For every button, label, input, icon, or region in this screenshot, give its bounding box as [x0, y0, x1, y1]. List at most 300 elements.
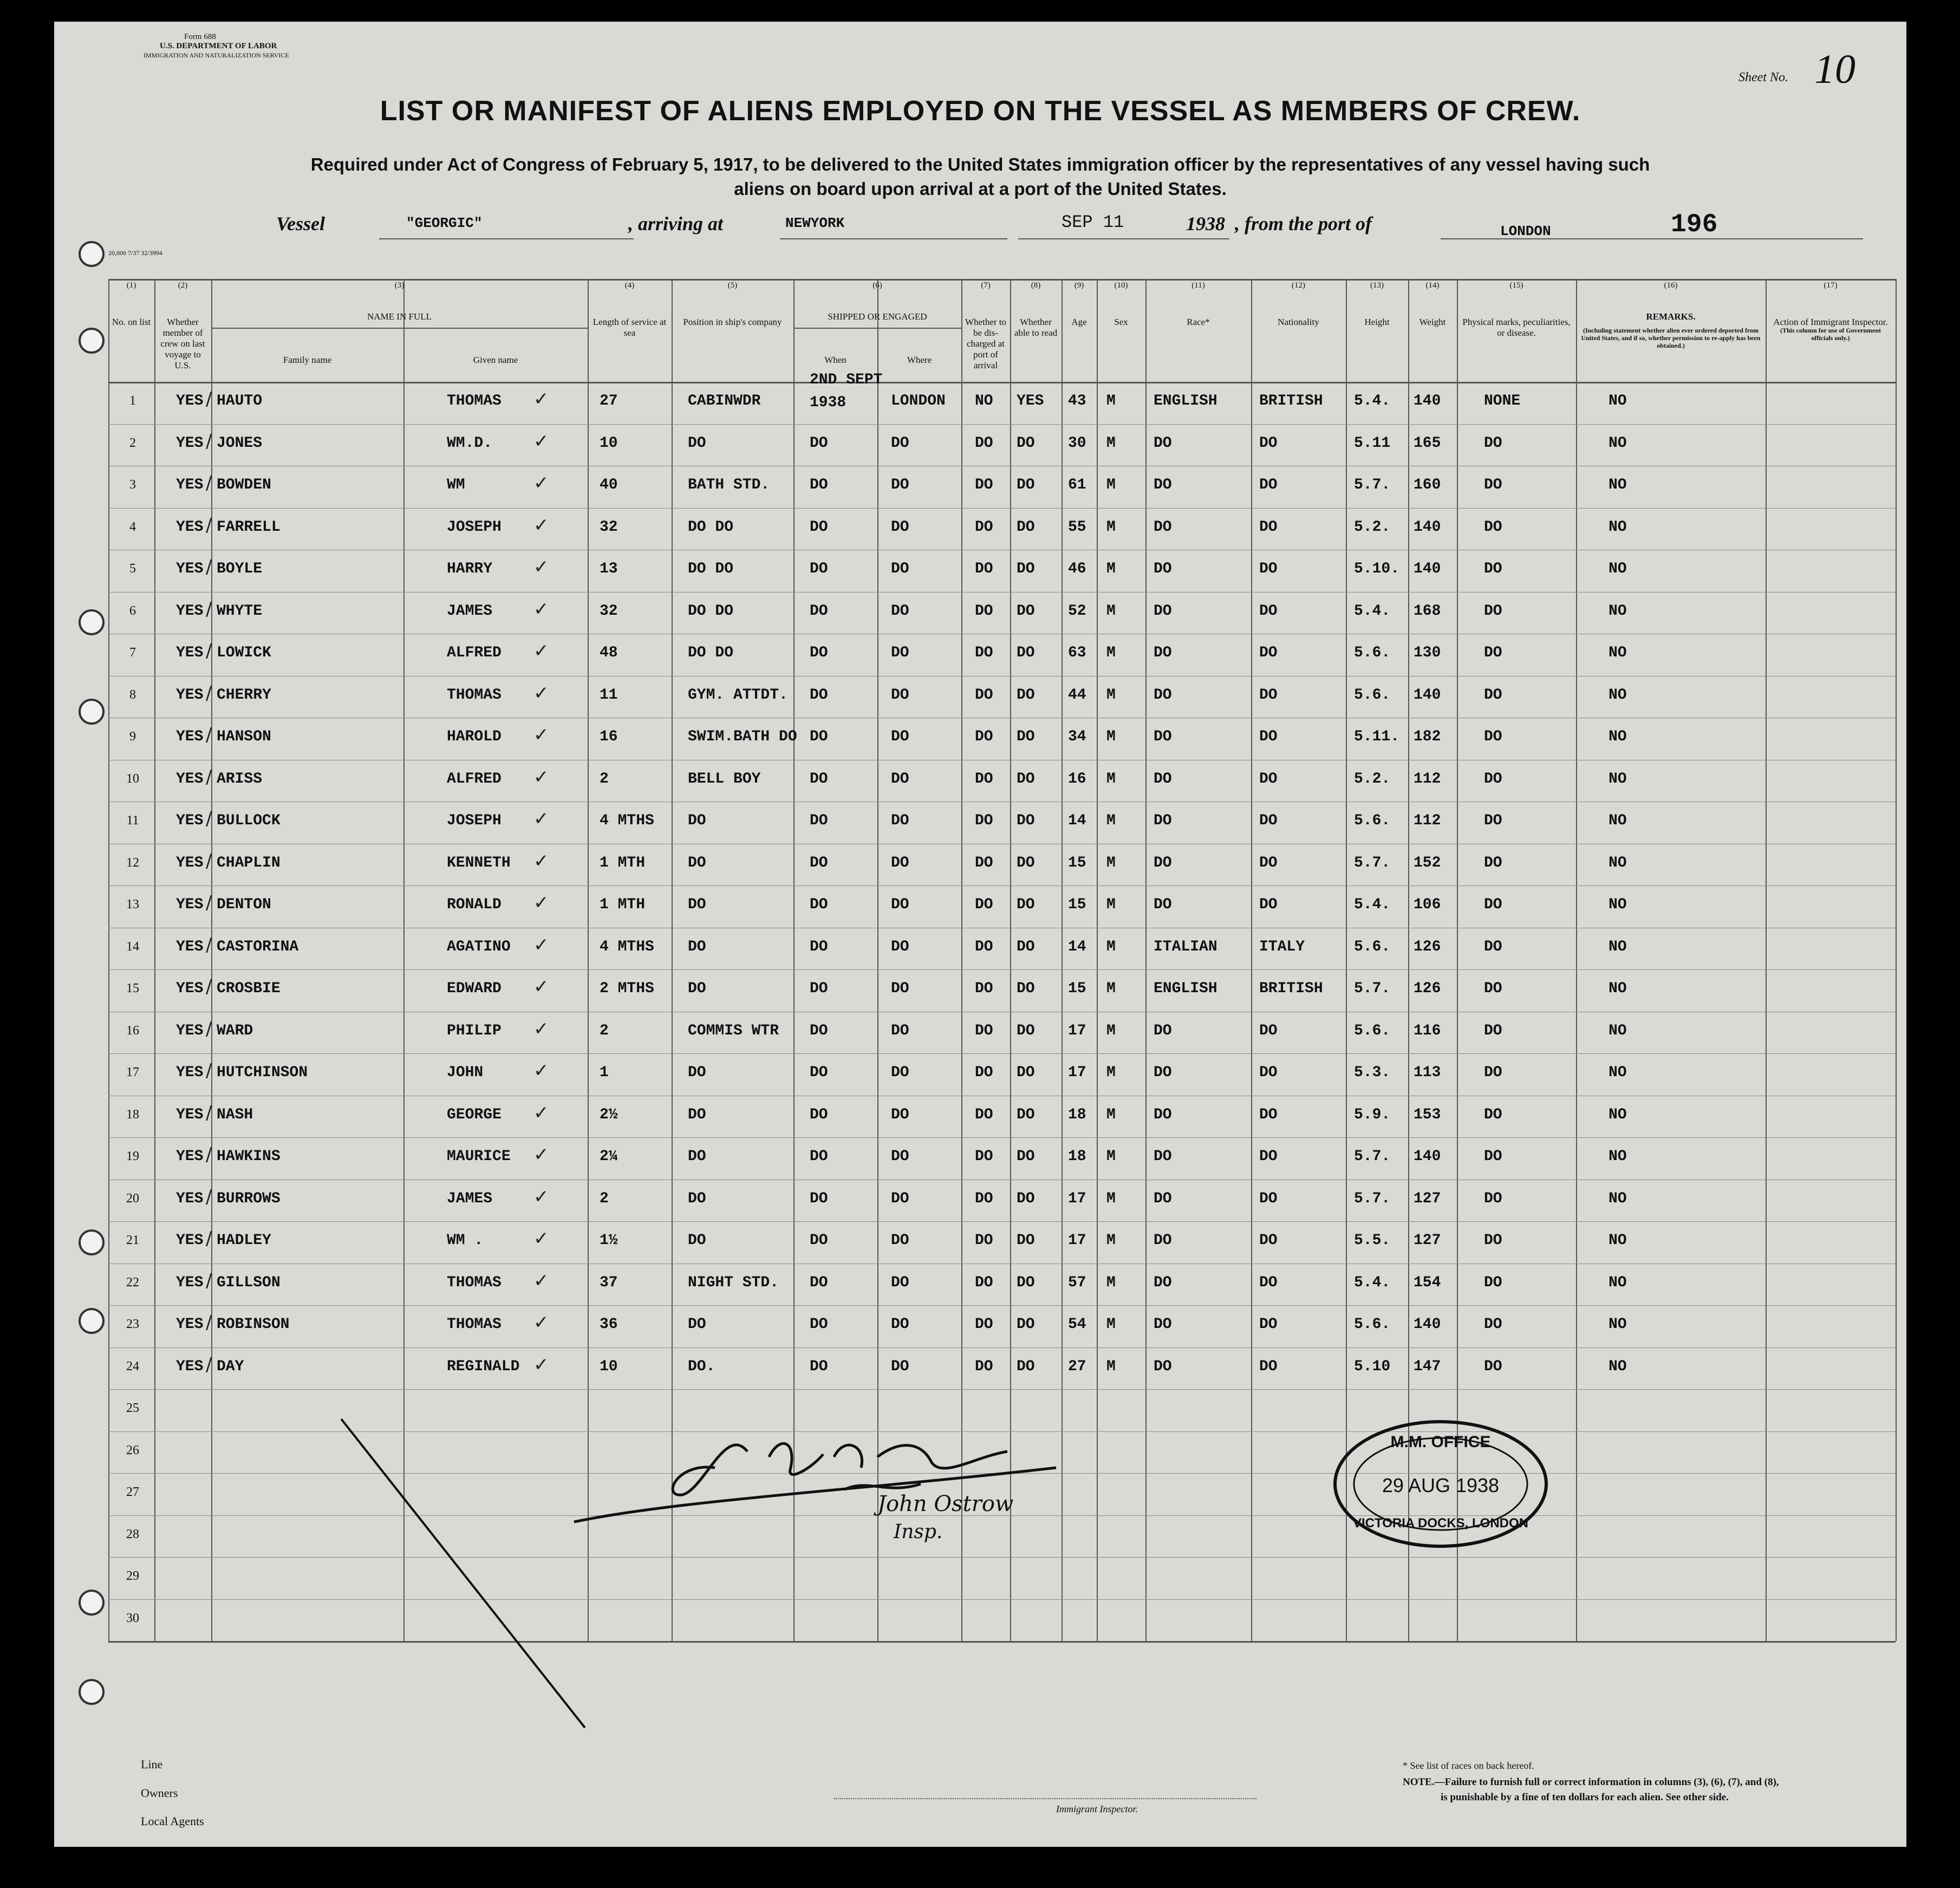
cell-given: PHILIP	[447, 1022, 502, 1039]
cell-read: DO	[1017, 896, 1035, 913]
cell-race: ENGLISH	[1154, 980, 1217, 997]
cell-weight: 140	[1414, 1316, 1441, 1333]
cell-sex: M	[1106, 1190, 1116, 1207]
stamp-date: 29 AUG 1938	[1382, 1474, 1500, 1496]
row-number: 2	[129, 435, 136, 450]
column-header: Length of service at sea	[592, 317, 667, 338]
checkmark-icon: /	[206, 934, 212, 956]
cell-sex: M	[1106, 1022, 1116, 1039]
cell-where: DO	[891, 980, 909, 997]
cell-service: 32	[600, 518, 618, 536]
cell-given: ALFRED	[447, 644, 502, 661]
binder-hole	[79, 609, 105, 635]
cell-given: RONALD	[447, 896, 502, 913]
cell-age: 46	[1068, 561, 1086, 577]
cell-height: 5.7.	[1354, 1148, 1391, 1165]
cell-crew: YES	[176, 1148, 204, 1165]
checkmark-icon: ✓	[533, 1102, 549, 1124]
binder-hole	[79, 241, 105, 267]
port-underline	[1441, 238, 1863, 239]
row-number: 26	[126, 1443, 139, 1457]
cell-where: DO	[891, 1064, 909, 1081]
cell-read: DO	[1017, 1274, 1035, 1291]
cell-family: BULLOCK	[217, 812, 281, 829]
cell-crew: YES	[176, 1190, 204, 1207]
cell-nationality: DO	[1259, 1358, 1278, 1375]
cell-remarks: NO	[1609, 1064, 1627, 1081]
cell-height: 5.7.	[1354, 980, 1391, 997]
cell-height: 5.7.	[1354, 854, 1391, 871]
cell-marks: DO	[1484, 980, 1502, 997]
row-number: 30	[126, 1611, 139, 1625]
sheet-number: 10	[1814, 47, 1855, 92]
cell-sex: M	[1106, 854, 1116, 871]
cell-marks: DO	[1484, 1274, 1502, 1291]
cell-crew: YES	[176, 1064, 204, 1081]
column-header: Sex	[1114, 317, 1128, 327]
cell-service: 4 MTHS	[600, 812, 654, 829]
cell-sex: M	[1106, 1358, 1116, 1375]
row-number: 9	[129, 730, 136, 744]
row-number: 28	[126, 1527, 139, 1541]
checkmark-icon: /	[206, 1312, 212, 1333]
cell-crew: YES	[176, 561, 204, 577]
cell-age: 27	[1068, 1358, 1086, 1375]
cell-weight: 140	[1414, 518, 1441, 536]
print-code: 20,000 7/37 32/3994	[108, 249, 162, 257]
cell-position: GYM. ATTDT.	[688, 686, 788, 704]
cell-service: 2¼	[600, 1148, 618, 1165]
fine-note	[1403, 1776, 1779, 1788]
cell-remarks: NO	[1609, 812, 1627, 829]
column-number: (1)	[126, 281, 136, 290]
form-number: Form 688	[184, 32, 216, 41]
cell-nationality: DO	[1259, 561, 1278, 577]
column-divider	[1576, 279, 1577, 1641]
binder-hole	[79, 699, 105, 725]
row-rule	[108, 1221, 1896, 1222]
cell-race: DO	[1154, 728, 1172, 745]
row-number: 18	[126, 1107, 139, 1122]
cell-race: DO	[1154, 1274, 1172, 1291]
column-header: Weight	[1419, 317, 1446, 327]
column-subheader: Where	[907, 355, 932, 365]
cell-sex: M	[1106, 1106, 1116, 1123]
cell-when: DO	[810, 1064, 828, 1081]
checkmark-icon: ✓	[533, 472, 549, 494]
cell-weight: 147	[1414, 1358, 1441, 1375]
cell-age: 17	[1068, 1064, 1086, 1081]
cell-height: 5.2.	[1354, 518, 1391, 536]
cell-age: 15	[1068, 896, 1086, 913]
cell-crew: YES	[176, 1106, 204, 1123]
column-number: (5)	[727, 281, 738, 290]
column-number: (11)	[1191, 281, 1205, 290]
cell-discharged: DO	[975, 938, 993, 955]
cell-race: DO	[1154, 770, 1172, 787]
row-number: 11	[126, 813, 139, 828]
column-subheader: Family name	[283, 355, 332, 365]
cell-race: DO	[1154, 434, 1172, 452]
cell-read: DO	[1017, 561, 1035, 577]
cell-age: 55	[1068, 518, 1086, 536]
cell-service: 32	[600, 602, 618, 620]
cell-age: 17	[1068, 1190, 1086, 1207]
cell-when: DO	[810, 518, 828, 536]
cell-age: 18	[1068, 1106, 1086, 1123]
cell-weight: 165	[1414, 434, 1441, 452]
cell-family: CROSBIE	[217, 980, 281, 997]
cell-service: 1½	[600, 1232, 618, 1249]
cell-marks: DO	[1484, 1358, 1502, 1375]
cell-sex: M	[1106, 770, 1116, 787]
row-number: 23	[126, 1317, 139, 1331]
cell-service: 10	[600, 434, 618, 452]
column-divider	[1766, 279, 1767, 1641]
cell-given: HAROLD	[447, 728, 502, 745]
cell-family: JONES	[217, 434, 263, 452]
cell-marks: DO	[1484, 854, 1502, 871]
cell-age: 17	[1068, 1232, 1086, 1249]
cell-when: DO	[810, 602, 828, 620]
cell-given: KENNETH	[447, 854, 511, 871]
cell-family: HANSON	[217, 728, 271, 745]
cell-where: DO	[891, 434, 909, 452]
cell-height: 5.6.	[1354, 1316, 1391, 1333]
cell-remarks: NO	[1609, 1274, 1627, 1291]
cell-position: DO	[688, 1232, 706, 1249]
row-rule	[108, 1347, 1896, 1348]
inspector-label: Immigrant Inspector.	[1056, 1804, 1138, 1814]
cell-given: GEORGE	[447, 1106, 502, 1123]
local-agents-label: Local Agents	[141, 1814, 204, 1828]
cell-height: 5.10.	[1354, 561, 1400, 577]
cell-service: 37	[600, 1274, 618, 1291]
cell-position: DO	[688, 1148, 706, 1165]
cell-remarks: NO	[1609, 686, 1627, 704]
column-header-group: SHIPPED OR ENGAGED	[828, 311, 927, 322]
cell-height: 5.6.	[1354, 644, 1391, 661]
cell-family: LOWICK	[217, 644, 271, 661]
cell-family: NASH	[217, 1106, 253, 1123]
checkmark-icon: /	[206, 472, 212, 494]
cell-weight: 182	[1414, 728, 1441, 745]
checkmark-icon: ✓	[533, 766, 549, 788]
cell-when: DO	[810, 1106, 828, 1123]
cell-remarks: NO	[1609, 1232, 1627, 1249]
cell-sex: M	[1106, 434, 1116, 452]
cell-when: DO	[810, 770, 828, 787]
cell-position: DO	[688, 434, 706, 452]
row-number: 25	[126, 1401, 139, 1415]
cell-sex: M	[1106, 980, 1116, 997]
column-divider	[1145, 279, 1147, 1641]
row-number: 24	[126, 1359, 139, 1373]
cell-when: 2ND SEPT 1938	[810, 372, 883, 411]
row-number: 3	[129, 478, 136, 492]
cell-discharged: DO	[975, 1022, 993, 1039]
column-divider	[1251, 279, 1252, 1641]
cell-when: DO	[810, 477, 828, 493]
row-number: 6	[129, 603, 136, 618]
cell-given: JOSEPH	[447, 812, 502, 829]
cell-service: 1	[600, 1064, 609, 1081]
cell-nationality: DO	[1259, 1232, 1278, 1249]
cell-given: EDWARD	[447, 980, 502, 997]
cell-given: WM.D.	[447, 434, 493, 452]
cell-nationality: DO	[1259, 1274, 1278, 1291]
cell-height: 5.5.	[1354, 1232, 1391, 1249]
arriving-label: , arriving at	[628, 213, 724, 235]
cell-marks: NONE	[1484, 393, 1521, 409]
cell-remarks: NO	[1609, 854, 1627, 871]
cell-weight: 130	[1414, 644, 1441, 661]
cell-position: COMMIS WTR	[688, 1022, 779, 1039]
cell-discharged: DO	[975, 686, 993, 704]
cell-where: DO	[891, 602, 909, 620]
checkmark-icon: ✓	[533, 514, 549, 536]
cell-discharged: DO	[975, 518, 993, 536]
cell-nationality: DO	[1259, 686, 1278, 704]
column-header: Whether able to read	[1014, 317, 1058, 338]
cell-marks: DO	[1484, 812, 1502, 829]
row-number: 13	[126, 897, 139, 912]
cell-age: 52	[1068, 602, 1086, 620]
cell-discharged: NO	[975, 393, 993, 409]
binder-hole	[79, 1590, 105, 1616]
cell-sex: M	[1106, 393, 1116, 409]
cell-crew: YES	[176, 518, 204, 536]
checkmark-icon: /	[206, 556, 212, 578]
cell-position: DO	[688, 980, 706, 997]
checkmark-icon: ✓	[533, 388, 549, 410]
cell-read: DO	[1017, 1064, 1035, 1081]
arrival-year: 1938	[1186, 213, 1225, 235]
cell-service: 10	[600, 1358, 618, 1375]
column-note: (This column for use of Government officials only.)	[1780, 327, 1881, 342]
cell-family: HAUTO	[217, 393, 263, 409]
cell-service: 11	[600, 686, 618, 704]
cell-family: GILLSON	[217, 1274, 281, 1291]
cell-discharged: DO	[975, 477, 993, 493]
row-number: 20	[126, 1191, 139, 1206]
checkmark-icon: /	[206, 1269, 212, 1292]
page-title: LIST OR MANIFEST OF ALIENS EMPLOYED ON THE VESSEL AS MEMBERS OF CREW.	[380, 95, 1581, 127]
cell-when: DO	[810, 938, 828, 955]
cell-position: DO	[688, 896, 706, 913]
cell-family: WHYTE	[217, 602, 263, 620]
checkmark-icon: ✓	[533, 556, 549, 578]
cell-family: BURROWS	[217, 1190, 281, 1207]
cell-crew: YES	[176, 602, 204, 620]
cell-where: DO	[891, 1148, 909, 1165]
checkmark-icon: ✓	[533, 934, 549, 956]
races-note: * See list of races on back hereof.	[1403, 1760, 1534, 1771]
cell-marks: DO	[1484, 1316, 1502, 1333]
cell-read: DO	[1017, 1190, 1035, 1207]
cell-when: DO	[810, 854, 828, 871]
checkmark-icon: /	[206, 1018, 212, 1040]
cell-age: 14	[1068, 812, 1086, 829]
cell-nationality: DO	[1259, 1316, 1278, 1333]
cell-service: 40	[600, 477, 618, 493]
cell-nationality: DO	[1259, 1190, 1278, 1207]
vessel-underline	[379, 238, 634, 239]
cell-remarks: NO	[1609, 1190, 1627, 1207]
cell-marks: DO	[1484, 644, 1502, 661]
cell-crew: YES	[176, 1316, 204, 1333]
cell-where: DO	[891, 896, 909, 913]
cell-position: DO DO	[688, 644, 734, 661]
column-number: (16)	[1664, 281, 1678, 290]
from-port-label: , from the port of	[1235, 213, 1372, 235]
cell-where: DO	[891, 1358, 909, 1375]
cell-discharged: DO	[975, 1190, 993, 1207]
cell-service: 13	[600, 561, 618, 577]
cell-marks: DO	[1484, 434, 1502, 452]
cell-read: DO	[1017, 686, 1035, 704]
cell-nationality: DO	[1259, 770, 1278, 787]
cell-read: DO	[1017, 938, 1035, 955]
cell-position: DO	[688, 1064, 706, 1081]
cell-position: DO	[688, 812, 706, 829]
column-divider	[1896, 279, 1897, 1641]
checkmark-icon: /	[206, 640, 212, 662]
cell-race: ENGLISH	[1154, 393, 1217, 409]
cell-height: 5.4.	[1354, 1274, 1391, 1291]
stamp-bottom-text: VICTORIA DOCKS, LONDON	[1352, 1516, 1529, 1531]
cell-read: DO	[1017, 1106, 1035, 1123]
cell-height: 5.7.	[1354, 1190, 1391, 1207]
cell-weight: 140	[1414, 561, 1441, 577]
cell-race: ITALIAN	[1154, 938, 1217, 955]
stamp-top-text: M.M. OFFICE	[1390, 1433, 1491, 1451]
row-number: 22	[126, 1275, 139, 1290]
cell-discharged: DO	[975, 602, 993, 620]
row-number: 19	[126, 1149, 139, 1163]
table-header-border	[108, 382, 1896, 383]
cell-weight: 160	[1414, 477, 1441, 493]
cell-discharged: DO	[975, 854, 993, 871]
cell-remarks: NO	[1609, 896, 1627, 913]
checkmark-icon: ✓	[533, 1312, 549, 1333]
cell-crew: YES	[176, 644, 204, 661]
cell-weight: 140	[1414, 393, 1441, 409]
inspector-line	[834, 1798, 1256, 1799]
row-rule	[108, 1053, 1896, 1054]
arrival-underline	[780, 238, 1007, 239]
cell-sex: M	[1106, 1232, 1116, 1249]
cell-service: 2	[600, 1022, 609, 1039]
checkmark-icon: /	[206, 682, 212, 704]
row-rule	[108, 969, 1896, 970]
cell-when: DO	[810, 728, 828, 745]
cell-when: DO	[810, 1190, 828, 1207]
cell-age: 57	[1068, 1274, 1086, 1291]
cell-when: DO	[810, 812, 828, 829]
cell-family: DAY	[217, 1358, 244, 1375]
checkmark-icon: ✓	[533, 640, 549, 662]
cell-remarks: NO	[1609, 602, 1627, 620]
cell-position: BELL BOY	[688, 770, 761, 787]
cell-race: DO	[1154, 561, 1172, 577]
service-name: IMMIGRATION AND NATURALIZATION SERVICE	[144, 51, 289, 59]
cell-where: DO	[891, 518, 909, 536]
column-subheader: When	[824, 355, 846, 365]
column-number: (9)	[1074, 281, 1084, 290]
cell-age: 44	[1068, 686, 1086, 704]
checkmark-icon: /	[206, 724, 212, 746]
cell-crew: YES	[176, 393, 204, 409]
cell-when: DO	[810, 686, 828, 704]
checkmark-icon: /	[206, 1144, 212, 1166]
binder-hole	[79, 1679, 105, 1705]
row-number: 10	[126, 771, 139, 786]
department: U.S. DEPARTMENT OF LABOR	[160, 42, 277, 50]
checkmark-icon: /	[206, 1186, 212, 1208]
row-number: 21	[126, 1233, 139, 1247]
cell-given: WM .	[447, 1232, 484, 1249]
cell-remarks: NO	[1609, 518, 1627, 536]
checkmark-icon: ✓	[533, 1186, 549, 1208]
checkmark-icon: /	[206, 430, 212, 452]
cell-family: CASTORINA	[217, 938, 299, 955]
cell-race: DO	[1154, 1316, 1172, 1333]
cell-family: ROBINSON	[217, 1316, 290, 1333]
cell-when: DO	[810, 1232, 828, 1249]
cell-crew: YES	[176, 1358, 204, 1375]
cell-where: DO	[891, 938, 909, 955]
cell-given: JOSEPH	[447, 518, 502, 536]
cell-weight: 127	[1414, 1190, 1441, 1207]
cell-position: BATH STD.	[688, 477, 770, 493]
cell-age: 15	[1068, 980, 1086, 997]
checkmark-icon: /	[206, 514, 212, 536]
cell-when: DO	[810, 644, 828, 661]
vessel-name: "GEORGIC"	[406, 215, 483, 231]
checkmark-icon: /	[206, 1353, 212, 1376]
cell-given: JAMES	[447, 602, 493, 620]
checkmark-icon: /	[206, 892, 212, 914]
cell-weight: 126	[1414, 938, 1441, 955]
cell-sex: M	[1106, 561, 1116, 577]
arrival-port: NEWYORK	[785, 215, 845, 231]
cell-marks: DO	[1484, 477, 1502, 493]
cell-when: DO	[810, 561, 828, 577]
cell-family: WARD	[217, 1022, 253, 1039]
cell-weight: 116	[1414, 1022, 1441, 1039]
cell-when: DO	[810, 1274, 828, 1291]
checkmark-icon: /	[206, 1228, 212, 1249]
column-number: (17)	[1824, 281, 1838, 290]
column-number: (15)	[1509, 281, 1523, 290]
subtitle-line-1: Required under Act of Congress of February 5, 1917, to be delivered to the United States immigration officer by the representatives of any vessel having such	[310, 154, 1650, 174]
cell-given: HARRY	[447, 561, 493, 577]
office-stamp	[1327, 1414, 1554, 1554]
cell-height: 5.4.	[1354, 393, 1391, 409]
cell-discharged: DO	[975, 1358, 993, 1375]
cell-sex: M	[1106, 1316, 1116, 1333]
cell-height: 5.6.	[1354, 686, 1391, 704]
cell-race: DO	[1154, 1232, 1172, 1249]
cell-height: 5.4.	[1354, 896, 1391, 913]
row-rule	[108, 508, 1896, 509]
cell-given: THOMAS	[447, 686, 502, 704]
cell-crew: YES	[176, 770, 204, 787]
column-number: (3)	[394, 281, 405, 290]
list-number: 196	[1671, 210, 1718, 239]
cell-race: DO	[1154, 686, 1172, 704]
